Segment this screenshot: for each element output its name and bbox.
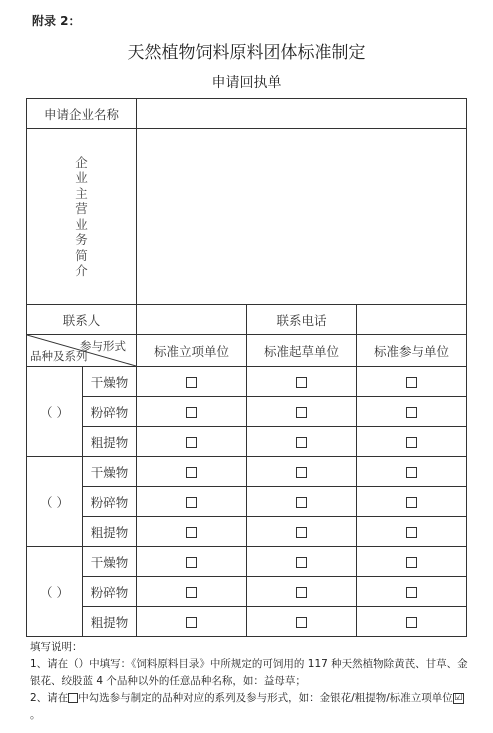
document-title: 天然植物饲料原料团体标准制定 xyxy=(127,43,366,63)
checkbox-cell-initiator xyxy=(137,397,247,427)
instructions-item-2: 2、请在 中勾选参与制定的品种对应的系列及参与形式，如：金银花/粗提物/标准立项单位☑。 xyxy=(30,692,463,721)
intro-label-char: 主 xyxy=(75,185,88,201)
contact-person-label: 联系人 xyxy=(27,305,137,335)
checkbox-icon[interactable] xyxy=(296,617,307,628)
checkbox-cell-drafter xyxy=(247,367,357,397)
checkbox-icon[interactable] xyxy=(296,437,307,448)
application-form-table xyxy=(26,98,467,637)
intro-label-char: 企 xyxy=(75,154,88,170)
table-row xyxy=(27,547,467,577)
checkbox-cell-participant xyxy=(357,487,467,517)
contact-phone-field[interactable] xyxy=(357,305,467,335)
checkbox-icon[interactable] xyxy=(186,407,197,418)
company-name-label: 申请企业名称 xyxy=(27,99,137,129)
checkbox-icon[interactable] xyxy=(186,497,197,508)
checkbox-cell-participant xyxy=(357,457,467,487)
intro-label-char: 业 xyxy=(75,216,88,232)
checkbox-icon[interactable] xyxy=(296,377,307,388)
table-row xyxy=(27,457,467,487)
checkbox-cell-drafter xyxy=(247,427,357,457)
participation-form-header: 参与形式 xyxy=(80,339,127,353)
checkbox-icon[interactable] xyxy=(186,467,197,478)
table-row xyxy=(27,487,467,517)
checkbox-icon[interactable] xyxy=(296,557,307,568)
intro-label-char: 介 xyxy=(75,263,88,278)
document-subtitle: 申请回执单 xyxy=(211,75,282,91)
series-label: 干燥物 xyxy=(83,457,137,487)
checkbox-icon[interactable] xyxy=(296,587,307,598)
checkbox-icon[interactable] xyxy=(186,377,197,388)
checkbox-icon[interactable] xyxy=(186,617,197,628)
checkbox-cell-initiator xyxy=(137,547,247,577)
checkbox-icon[interactable] xyxy=(406,497,417,508)
checkbox-cell-participant xyxy=(357,577,467,607)
company-name-field[interactable] xyxy=(137,99,467,129)
checkbox-cell-participant xyxy=(357,427,467,457)
table-row xyxy=(27,397,467,427)
checkbox-cell-initiator xyxy=(137,577,247,607)
checkbox-cell-drafter xyxy=(247,607,357,637)
checkbox-cell-drafter xyxy=(247,457,357,487)
checkbox-icon[interactable] xyxy=(406,377,417,388)
checkbox-icon[interactable] xyxy=(296,497,307,508)
checkbox-cell-initiator xyxy=(137,367,247,397)
checkbox-cell-initiator xyxy=(137,457,247,487)
checkbox-cell-drafter xyxy=(247,547,357,577)
checkbox-icon[interactable] xyxy=(296,467,307,478)
table-row xyxy=(27,427,467,457)
checkbox-icon[interactable] xyxy=(296,407,307,418)
checkbox-icon[interactable] xyxy=(406,587,417,598)
column-header-initiator: 标准立项单位 xyxy=(137,335,247,367)
checkbox-cell-drafter xyxy=(247,577,357,607)
series-label: 粗提物 xyxy=(83,427,137,457)
contact-person-field[interactable] xyxy=(137,305,247,335)
checkbox-icon[interactable] xyxy=(406,467,417,478)
series-label: 粉碎物 xyxy=(83,487,137,517)
instructions-item-1: 1、请在（）中填写：《饲料原料目录》中所规定的可饲用的 117 种天然植物除黄芪、甘草、金银花、绞股蓝 4 个品种以外的任意品种名称，如：益母草； xyxy=(30,658,468,687)
appendix-label: 附录 2： xyxy=(32,14,81,28)
checkbox-checked-icon: ☑ xyxy=(454,692,463,703)
variety-series-header: 品种及系列 xyxy=(30,349,88,363)
series-label: 粉碎物 xyxy=(83,577,137,607)
checkbox-cell-participant xyxy=(357,517,467,547)
checkbox-cell-drafter xyxy=(247,397,357,427)
contact-phone-label: 联系电话 xyxy=(247,305,357,335)
series-label: 粗提物 xyxy=(83,517,137,547)
checkbox-cell-initiator xyxy=(137,517,247,547)
column-header-participant: 标准参与单位 xyxy=(357,335,467,367)
checkbox-icon[interactable] xyxy=(186,437,197,448)
instructions xyxy=(30,639,470,724)
table-row xyxy=(27,367,467,397)
checkbox-cell-participant xyxy=(357,607,467,637)
checkbox-cell-initiator xyxy=(137,607,247,637)
series-label: 干燥物 xyxy=(83,547,137,577)
series-label: 干燥物 xyxy=(83,367,137,397)
checkbox-icon[interactable] xyxy=(406,437,417,448)
diagonal-header-cell xyxy=(27,335,137,367)
checkbox-icon[interactable] xyxy=(186,557,197,568)
intro-label-char: 务 xyxy=(75,232,88,247)
series-label: 粗提物 xyxy=(83,607,137,637)
checkbox-icon[interactable] xyxy=(406,617,417,628)
instructions-heading: 填写说明： xyxy=(30,641,83,653)
checkbox-cell-participant xyxy=(357,547,467,577)
business-intro-field[interactable] xyxy=(137,129,467,305)
intro-label-char: 简 xyxy=(75,247,88,263)
variety-name-field[interactable]: （ ） xyxy=(27,367,83,457)
column-header-drafter: 标准起草单位 xyxy=(247,335,357,367)
checkbox-empty-icon xyxy=(68,693,78,703)
series-label: 粉碎物 xyxy=(83,397,137,427)
table-row xyxy=(27,577,467,607)
checkbox-icon[interactable] xyxy=(296,527,307,538)
business-intro-label xyxy=(27,129,137,305)
checkbox-cell-initiator xyxy=(137,487,247,517)
checkbox-icon[interactable] xyxy=(186,527,197,538)
checkbox-cell-drafter xyxy=(247,517,357,547)
checkbox-icon[interactable] xyxy=(406,557,417,568)
intro-label-char: 营 xyxy=(75,201,88,216)
checkbox-cell-drafter xyxy=(247,487,357,517)
checkbox-cell-participant xyxy=(357,367,467,397)
intro-label-char: 业 xyxy=(75,170,88,185)
variety-name-field[interactable]: （ ） xyxy=(27,547,83,637)
checkbox-icon[interactable] xyxy=(406,407,417,418)
checkbox-icon[interactable] xyxy=(406,527,417,538)
checkbox-icon[interactable] xyxy=(186,587,197,598)
checkbox-cell-participant xyxy=(357,397,467,427)
variety-name-field[interactable]: （ ） xyxy=(27,457,83,547)
checkbox-cell-initiator xyxy=(137,427,247,457)
table-row xyxy=(27,517,467,547)
table-row xyxy=(27,607,467,637)
